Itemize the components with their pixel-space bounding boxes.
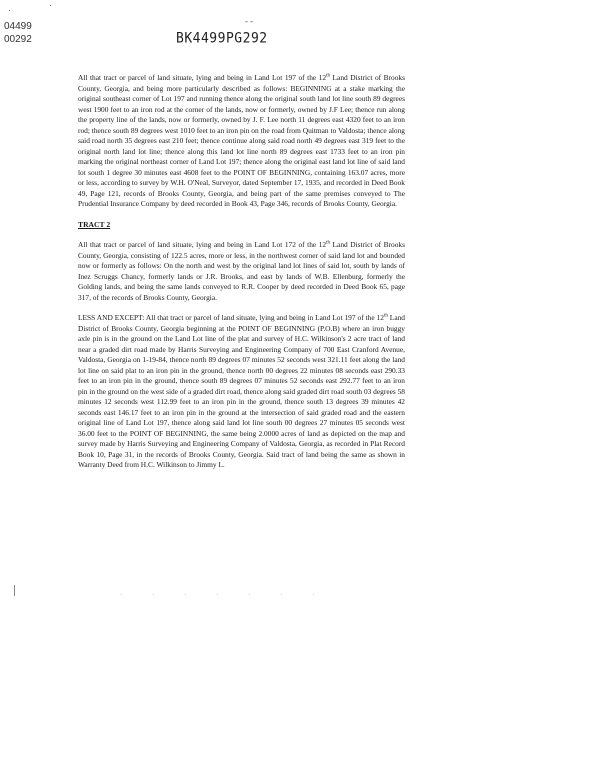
doc-number: 04499 [4,21,32,32]
less-and-except-paragraph [78,313,405,471]
scan-noise: · · · · · · · [120,591,329,599]
ordinal-suffix: th [383,313,388,319]
exception-text-a: LESS AND EXCEPT: All that tract or parcel of land situate, lying and being in Land Lot 197 of the 12 [78,313,384,322]
exception-text-b: Land District of Brooks County, Georgia beginning at the POINT OF BEGINNING (P.O.B) where an iron buggy axle pin is in the ground on the Land Lot line of the plat and survey of H.C. Wilkinson's 2 acre tract of land near a graded dirt road made by Harris Surveying and Engineering Company of 700 East Cranford Avenue, Valdosta, Georgia on 1-19-84, thence north 89 degrees 07 minutes 52 seconds west 321.11 feet along the land lot line on said plat to an iron pin in the ground, thence north 00 degrees 22 minutes 08 seconds east 290.33 feet to an iron pin in the ground, thence south 89 degrees 07 minutes 52 seconds east 292.77 feet to an iron pin in the ground on the west side of a graded dirt road, thence along said graded dirt road south 03 degrees 58 minutes 12 seconds west 112.99 feet to an iron pin in the ground, thence south 13 degrees 39 minutes 42 seconds east 146.17 feet to an iron pin in the ground at the intersection of said graded road and the eastern original line of Land Lot 197, thence along said land lot line south 00 degrees 27 minutes 05 seconds west 36.00 feet to the POINT OF BEGINNING, the same being 2.0000 acres of land as depicted on the map and survey made by Harris Surveying and Engineering Company of Valdosta, Georgia, as recorded in Plat Record Book 10, Page 31, in the records of Brooks County, Georgia. Said tract of land being the same as shown in Warranty Deed from H.C. Wilkinson to Jimmy L. [78,313,405,469]
ordinal-suffix: th [326,73,330,79]
tract1-paragraph [78,73,405,210]
page-number: 00292 [4,34,32,45]
scan-edge-mark [14,585,15,596]
spacer [78,210,405,220]
scan-speck [9,10,10,11]
tract2-text-b: Land District of Brooks County, Georgia, consisting of 122.5 acres, more or less, in the northwest corner of said land lot and bounded now or formerly as follows: On the north and west by the original land lot lines of said lot, south by lands of Inez Scruggs Chancy, formerly lands or J.R. Brooks, and east by lands of W.B. Ellenburg, formerly the Golding lands, and being the same lands conveyed to R.R. Cooper by deed recorded in Deed Book 65, page 317, of the records of Brooks County, Georgia. [78,240,405,302]
tract1-text-b: Land District of Brooks County, Georgia, and being more particularly described as follows: BEGINNING at a stake marking the original southeast corner of Lot 197 and running thence along the original south land lot line south 89 degrees west 1900 feet to an iron rod at the corner of the lands, now or formerly, owned by J.F Lee; thence run along the property line of the lands, now or formerly, owned by J. F. Lee north 11 degrees east 4320 feet to an iron rod; thence south 89 degrees west 1010 feet to an iron pin on the road from Quitman to Valdosta; thence along said road north 35 degrees east 210 feet; thence continue along said road north 49 degrees east 319 feet to the original north land lot line; thence along this land lot line north 89 degrees east 1733 feet to an iron pin marking the original northeast corner of Land Lot 197; thence along the original east land lot line of said land lot south 1 degree 30 minutes east 4608 feet to the POINT OF BEGINNING, containing 163.07 acres, more or less, according to survey by W.H. O'Neal, Surveyor, dated September 17, 1935, and recorded in Deed Book 49, Page 121, records of Brooks County, Georgia, and being part of the same premises conveyed to The Prudential Insurance Company by deed recorded in Book 43, Page 346, records of Brooks County, Georgia. [78,73,405,208]
scan-speck [50,5,51,6]
document-number-stamp [4,20,32,46]
tract2-text-a: All that tract or parcel of land situate, lying and being in Land Lot 172 of the 12 [78,240,327,249]
legal-description [78,73,405,471]
tract1-text-a: All that tract or parcel of land situate, lying and being in Land Lot 197 of the 12 [78,73,327,82]
top-mark: -- [245,16,255,26]
ordinal-suffix: th [326,240,330,246]
spacer [78,303,405,313]
book-page-reference: BK4499PG292 [176,30,268,47]
tract2-heading: TRACT 2 [78,219,111,229]
spacer [78,230,405,240]
tract2-paragraph [78,240,405,303]
